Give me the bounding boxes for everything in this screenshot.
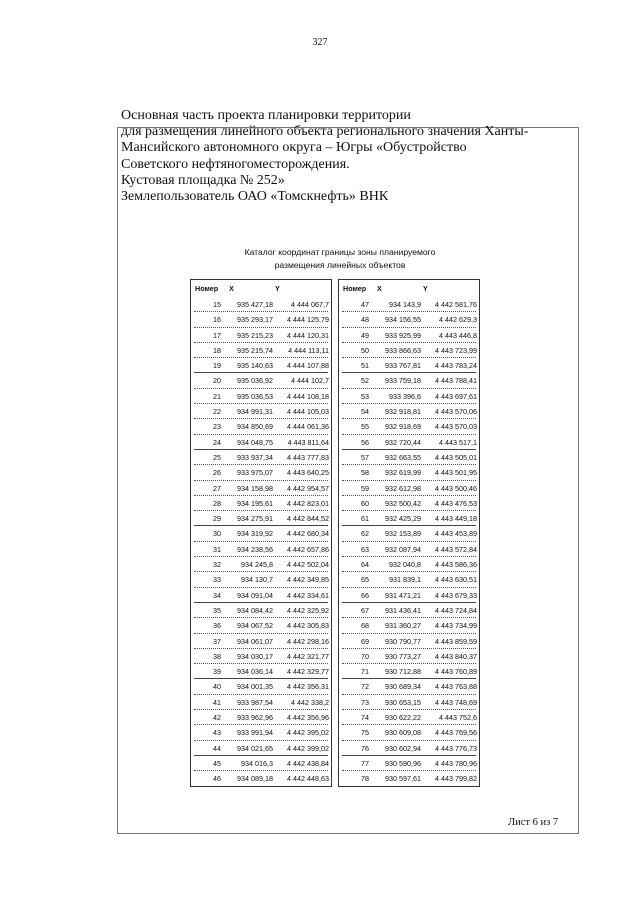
cell-y: 4 443 697,61 bbox=[435, 391, 477, 401]
cell-x: 930 622,22 bbox=[385, 713, 421, 723]
cell-x: 934 091,04 bbox=[237, 590, 273, 600]
cell-number: 49 bbox=[361, 330, 369, 340]
cell-number: 45 bbox=[213, 758, 221, 768]
column-header-x: X bbox=[377, 284, 382, 293]
cell-number: 47 bbox=[361, 300, 369, 309]
cell-x: 932 425,29 bbox=[385, 514, 421, 524]
column-header-number: Номер bbox=[195, 284, 219, 293]
cell-y: 4 444 113,11 bbox=[288, 345, 329, 355]
cell-number: 52 bbox=[361, 376, 369, 386]
cell-number: 41 bbox=[213, 697, 221, 707]
cell-number: 38 bbox=[213, 651, 221, 661]
cell-y: 4 443 679,33 bbox=[435, 590, 477, 600]
table-row bbox=[339, 634, 479, 649]
cell-number: 50 bbox=[361, 345, 369, 355]
cell-y: 4 443 788,41 bbox=[435, 376, 477, 386]
cell-y: 4 442 581,76 bbox=[435, 300, 477, 309]
cell-x: 932 500,42 bbox=[385, 498, 421, 508]
table-row bbox=[339, 481, 479, 496]
cell-number: 71 bbox=[361, 667, 369, 677]
cell-number: 34 bbox=[213, 590, 221, 600]
cell-y: 4 443 734,99 bbox=[435, 621, 477, 631]
cell-number: 46 bbox=[213, 774, 221, 784]
cell-number: 69 bbox=[361, 636, 369, 646]
table-row bbox=[339, 542, 479, 557]
table-row bbox=[339, 526, 479, 541]
table-body bbox=[191, 297, 331, 787]
cell-x: 932 918,69 bbox=[385, 422, 421, 432]
cell-y: 4 443 570,03 bbox=[435, 422, 477, 432]
cell-y: 4 442 657,86 bbox=[287, 544, 329, 554]
table-row bbox=[191, 649, 331, 664]
table-row bbox=[339, 419, 479, 434]
cell-number: 33 bbox=[213, 575, 221, 585]
cell-y: 4 443 586,36 bbox=[435, 560, 477, 570]
cell-x: 930 597,61 bbox=[385, 774, 421, 784]
cell-x: 930 790,77 bbox=[385, 636, 421, 646]
cell-y: 4 442 448,63 bbox=[287, 774, 329, 784]
cell-y: 4 443 776,73 bbox=[435, 743, 477, 753]
column-header-x: X bbox=[229, 284, 234, 293]
cell-y: 4 443 811,64 bbox=[287, 437, 329, 447]
table-row bbox=[339, 404, 479, 419]
table-body bbox=[339, 297, 479, 787]
table-row bbox=[191, 465, 331, 480]
cell-y: 4 444 120,31 bbox=[287, 330, 329, 340]
cell-x: 934 245,8 bbox=[241, 560, 273, 570]
table-row bbox=[191, 710, 331, 725]
cell-y: 4 443 500,46 bbox=[435, 483, 477, 493]
cell-number: 19 bbox=[213, 361, 221, 371]
cell-number: 75 bbox=[361, 728, 369, 738]
cell-number: 27 bbox=[213, 483, 221, 493]
cell-y: 4 443 859,59 bbox=[435, 636, 477, 646]
cell-x: 933 767,81 bbox=[385, 361, 421, 371]
cell-number: 31 bbox=[213, 544, 221, 554]
cell-y: 4 442 399,02 bbox=[287, 743, 329, 753]
table-row bbox=[191, 312, 331, 327]
column-header-number: Номер bbox=[343, 284, 367, 293]
cell-x: 935 140,63 bbox=[237, 361, 273, 371]
cell-number: 24 bbox=[213, 437, 221, 447]
cell-x: 934 067,52 bbox=[237, 621, 273, 631]
cell-number: 40 bbox=[213, 682, 221, 692]
document-header bbox=[121, 108, 551, 205]
cell-x: 934 089,18 bbox=[237, 774, 273, 784]
cell-y: 4 443 449,18 bbox=[435, 514, 477, 524]
cell-y: 4 443 780,96 bbox=[435, 758, 477, 768]
cell-y: 4 442 298,16 bbox=[287, 636, 329, 646]
cell-x: 935 427,18 bbox=[237, 300, 273, 309]
table-row bbox=[339, 297, 479, 312]
cell-number: 54 bbox=[361, 407, 369, 417]
cell-x: 933 991,94 bbox=[237, 728, 273, 738]
coordinates-table-right bbox=[338, 279, 480, 787]
cell-x: 934 238,56 bbox=[237, 544, 273, 554]
cell-x: 934 850,69 bbox=[237, 422, 273, 432]
frame-right-border bbox=[578, 127, 579, 834]
cell-x: 931 436,41 bbox=[385, 605, 421, 615]
cell-y: 4 443 570,06 bbox=[435, 407, 477, 417]
cell-x: 932 040,8 bbox=[389, 560, 421, 570]
cell-x: 933 975,07 bbox=[237, 468, 273, 478]
table-header bbox=[339, 280, 479, 296]
header-line: Землепользователь ОАО «Томскнефть» ВНК bbox=[121, 189, 389, 205]
cell-x: 934 061,07 bbox=[237, 636, 273, 646]
cell-y: 4 443 763,88 bbox=[435, 682, 477, 692]
cell-x: 934 991,31 bbox=[237, 407, 273, 417]
table-row bbox=[339, 618, 479, 633]
table-row bbox=[339, 771, 479, 786]
cell-number: 48 bbox=[361, 315, 369, 325]
cell-number: 36 bbox=[213, 621, 221, 631]
table-row bbox=[191, 526, 331, 541]
table-row bbox=[191, 695, 331, 710]
cell-number: 21 bbox=[213, 391, 221, 401]
cell-x: 932 720,44 bbox=[385, 437, 421, 447]
cell-number: 56 bbox=[361, 437, 369, 447]
table-row bbox=[339, 679, 479, 694]
cell-x: 933 866,63 bbox=[385, 345, 421, 355]
cell-number: 51 bbox=[361, 361, 369, 371]
cell-y: 4 443 572,84 bbox=[435, 544, 477, 554]
frame-left-border bbox=[117, 127, 118, 834]
cell-y: 4 444 067,7 bbox=[291, 300, 329, 309]
cell-y: 4 442 334,61 bbox=[287, 590, 329, 600]
table-row bbox=[339, 649, 479, 664]
cell-x: 934 156,55 bbox=[385, 315, 421, 325]
cell-number: 25 bbox=[213, 452, 221, 462]
cell-y: 4 443 505,01 bbox=[435, 452, 477, 462]
table-row bbox=[191, 511, 331, 526]
table-row bbox=[339, 465, 479, 480]
table-row bbox=[191, 450, 331, 465]
cell-y: 4 443 501,95 bbox=[435, 468, 477, 478]
frame-bottom-border bbox=[117, 833, 579, 834]
table-row bbox=[191, 419, 331, 434]
table-row bbox=[191, 297, 331, 312]
cell-x: 933 962,96 bbox=[237, 713, 273, 723]
table-row bbox=[339, 741, 479, 756]
table-row bbox=[191, 435, 331, 450]
table-row bbox=[339, 511, 479, 526]
cell-number: 61 bbox=[361, 514, 369, 524]
cell-number: 18 bbox=[213, 345, 221, 355]
cell-y: 4 442 844,52 bbox=[287, 514, 329, 524]
column-header-y: Y bbox=[275, 284, 280, 293]
table-row bbox=[191, 557, 331, 572]
cell-y: 4 442 395,02 bbox=[287, 728, 329, 738]
table-row bbox=[339, 450, 479, 465]
table-row bbox=[339, 588, 479, 603]
table-row bbox=[339, 664, 479, 679]
cell-number: 53 bbox=[361, 391, 369, 401]
cell-number: 20 bbox=[213, 376, 221, 386]
catalog-title bbox=[190, 246, 490, 272]
cell-number: 77 bbox=[361, 758, 369, 768]
cell-number: 58 bbox=[361, 468, 369, 478]
cell-x: 932 619,99 bbox=[385, 468, 421, 478]
cell-number: 43 bbox=[213, 728, 221, 738]
cell-y: 4 443 783,24 bbox=[435, 361, 477, 371]
cell-x: 934 021,65 bbox=[237, 743, 273, 753]
cell-y: 4 443 777,83 bbox=[287, 452, 329, 462]
table-row bbox=[191, 542, 331, 557]
cell-number: 37 bbox=[213, 636, 221, 646]
cell-number: 68 bbox=[361, 621, 369, 631]
cell-x: 934 001,35 bbox=[237, 682, 273, 692]
header-line: Кустовая площадка № 252» bbox=[121, 172, 285, 188]
cell-x: 930 590,96 bbox=[385, 758, 421, 768]
cell-number: 44 bbox=[213, 743, 221, 753]
table-row bbox=[339, 312, 479, 327]
cell-y: 4 444 108,18 bbox=[287, 391, 329, 401]
table-header bbox=[191, 280, 331, 296]
cell-y: 4 442 321,77 bbox=[287, 651, 329, 661]
column-header-y: Y bbox=[423, 284, 428, 293]
cell-x: 931 839,1 bbox=[389, 575, 421, 585]
cell-y: 4 443 453,89 bbox=[435, 529, 477, 539]
cell-y: 4 443 630,51 bbox=[435, 575, 477, 585]
cell-y: 4 443 446,8 bbox=[439, 330, 477, 340]
cell-y: 4 444 125,79 bbox=[287, 315, 329, 325]
cell-x: 934 319,92 bbox=[237, 529, 273, 539]
cell-number: 23 bbox=[213, 422, 221, 432]
table-row bbox=[191, 588, 331, 603]
cell-number: 65 bbox=[361, 575, 369, 585]
cell-x: 935 036,92 bbox=[237, 376, 273, 386]
cell-number: 17 bbox=[213, 330, 221, 340]
table-row bbox=[339, 373, 479, 388]
cell-number: 78 bbox=[361, 774, 369, 784]
catalog-title-line: Каталог координат границы зоны планируемого bbox=[244, 247, 436, 257]
cell-x: 932 087,94 bbox=[385, 544, 421, 554]
cell-x: 933 396,6 bbox=[389, 391, 421, 401]
header-line: Мансийского автономного округа – Югры «Обустройство bbox=[121, 140, 467, 156]
table-row bbox=[339, 328, 479, 343]
cell-y: 4 443 723,99 bbox=[435, 345, 477, 355]
cell-number: 76 bbox=[361, 743, 369, 753]
cell-y: 4 444 107,88 bbox=[287, 361, 329, 371]
table-row bbox=[339, 435, 479, 450]
cell-number: 26 bbox=[213, 468, 221, 478]
table-row bbox=[191, 618, 331, 633]
cell-x: 933 759,18 bbox=[385, 376, 421, 386]
cell-number: 15 bbox=[213, 300, 221, 309]
table-row bbox=[191, 603, 331, 618]
cell-x: 930 609,08 bbox=[385, 728, 421, 738]
cell-x: 930 602,94 bbox=[385, 743, 421, 753]
cell-number: 59 bbox=[361, 483, 369, 493]
cell-x: 935 215,74 bbox=[237, 345, 273, 355]
cell-y: 4 443 760,89 bbox=[435, 667, 477, 677]
cell-y: 4 442 305,83 bbox=[287, 621, 329, 631]
cell-y: 4 443 748,69 bbox=[435, 697, 477, 707]
table-row bbox=[191, 572, 331, 587]
cell-x: 931 471,21 bbox=[385, 590, 421, 600]
cell-y: 4 442 356,96 bbox=[287, 713, 329, 723]
cell-x: 934 158,98 bbox=[237, 483, 273, 493]
table-row bbox=[191, 756, 331, 771]
header-line: Советского нефтяногоместорождения. bbox=[121, 156, 350, 172]
table-row bbox=[191, 404, 331, 419]
table-row bbox=[191, 358, 331, 373]
cell-number: 28 bbox=[213, 498, 221, 508]
cell-number: 35 bbox=[213, 605, 221, 615]
cell-x: 935 293,17 bbox=[237, 315, 273, 325]
cell-x: 933 925,99 bbox=[385, 330, 421, 340]
cell-y: 4 443 476,53 bbox=[435, 498, 477, 508]
table-row bbox=[339, 496, 479, 511]
table-row bbox=[191, 343, 331, 358]
table-row bbox=[339, 358, 479, 373]
cell-number: 63 bbox=[361, 544, 369, 554]
cell-x: 934 084,42 bbox=[237, 605, 273, 615]
table-row bbox=[339, 710, 479, 725]
cell-x: 932 153,89 bbox=[385, 529, 421, 539]
table-row bbox=[191, 373, 331, 388]
table-row bbox=[191, 664, 331, 679]
cell-number: 32 bbox=[213, 560, 221, 570]
table-row bbox=[191, 634, 331, 649]
cell-number: 22 bbox=[213, 407, 221, 417]
header-line: Основная часть проекта планировки территории bbox=[121, 108, 411, 123]
table-row bbox=[191, 389, 331, 404]
cell-x: 934 195,61 bbox=[237, 498, 273, 508]
cell-y: 4 442 338,2 bbox=[291, 697, 329, 707]
cell-number: 60 bbox=[361, 498, 369, 508]
cell-y: 4 444 102,7 bbox=[291, 376, 329, 386]
cell-x: 934 130,7 bbox=[241, 575, 273, 585]
cell-y: 4 442 329,77 bbox=[287, 667, 329, 677]
cell-number: 57 bbox=[361, 452, 369, 462]
cell-number: 66 bbox=[361, 590, 369, 600]
page-number: 327 bbox=[312, 37, 328, 48]
cell-number: 62 bbox=[361, 529, 369, 539]
cell-number: 70 bbox=[361, 651, 369, 661]
cell-x: 930 712,88 bbox=[385, 667, 421, 677]
cell-x: 932 612,98 bbox=[385, 483, 421, 493]
table-row bbox=[339, 603, 479, 618]
cell-y: 4 443 799,82 bbox=[435, 774, 477, 784]
cell-y: 4 442 356,31 bbox=[287, 682, 329, 692]
table-row bbox=[339, 725, 479, 740]
cell-y: 4 442 325,92 bbox=[287, 605, 329, 615]
table-row bbox=[191, 725, 331, 740]
cell-number: 74 bbox=[361, 713, 369, 723]
table-row bbox=[339, 756, 479, 771]
cell-x: 934 016,3 bbox=[241, 758, 273, 768]
cell-number: 55 bbox=[361, 422, 369, 432]
cell-y: 4 442 680,34 bbox=[287, 529, 329, 539]
cell-x: 933 987,54 bbox=[237, 697, 273, 707]
cell-number: 72 bbox=[361, 682, 369, 692]
sheet-label: Лист 6 из 7 bbox=[508, 817, 559, 828]
cell-y: 4 443 752,6 bbox=[439, 713, 477, 723]
cell-y: 4 442 502,04 bbox=[287, 560, 329, 570]
table-row bbox=[191, 741, 331, 756]
cell-y: 4 444 105,03 bbox=[287, 407, 329, 417]
cell-x: 933 937,34 bbox=[237, 452, 273, 462]
cell-y: 4 443 640,25 bbox=[287, 468, 329, 478]
cell-x: 934 048,75 bbox=[237, 437, 273, 447]
cell-x: 934 030,17 bbox=[237, 651, 273, 661]
table-row bbox=[191, 328, 331, 343]
table-row bbox=[191, 481, 331, 496]
cell-y: 4 442 823,01 bbox=[287, 498, 329, 508]
table-row bbox=[339, 695, 479, 710]
cell-number: 29 bbox=[213, 514, 221, 524]
table-row bbox=[339, 572, 479, 587]
cell-x: 935 215,23 bbox=[237, 330, 273, 340]
cell-number: 42 bbox=[213, 713, 221, 723]
cell-x: 932 918,81 bbox=[385, 407, 421, 417]
cell-y: 4 443 517,1 bbox=[439, 437, 477, 447]
cell-x: 934 036,14 bbox=[237, 667, 273, 677]
cell-y: 4 442 629,3 bbox=[439, 315, 477, 325]
cell-x: 930 689,34 bbox=[385, 682, 421, 692]
cell-y: 4 443 769,56 bbox=[435, 728, 477, 738]
table-row bbox=[191, 496, 331, 511]
cell-y: 4 442 438,84 bbox=[287, 758, 329, 768]
coordinates-table-left bbox=[190, 279, 332, 787]
cell-y: 4 442 954,57 bbox=[287, 483, 329, 493]
cell-y: 4 443 840,37 bbox=[435, 651, 477, 661]
cell-x: 935 036,53 bbox=[237, 391, 273, 401]
table-row bbox=[191, 771, 331, 786]
catalog-title-line: размещения линейных объектов bbox=[274, 260, 406, 270]
cell-number: 16 bbox=[213, 315, 221, 325]
cell-number: 67 bbox=[361, 605, 369, 615]
cell-x: 934 143,9 bbox=[389, 300, 421, 309]
cell-x: 930 653,15 bbox=[385, 697, 421, 707]
cell-x: 934 275,91 bbox=[237, 514, 273, 524]
table-row bbox=[339, 557, 479, 572]
header-line: для размещения линейного объекта регионального значения Ханты- bbox=[121, 124, 529, 140]
table-row bbox=[339, 343, 479, 358]
cell-number: 73 bbox=[361, 697, 369, 707]
cell-number: 64 bbox=[361, 560, 369, 570]
cell-x: 932 663,55 bbox=[385, 452, 421, 462]
cell-y: 4 443 724,84 bbox=[435, 605, 477, 615]
cell-y: 4 444 061,36 bbox=[287, 422, 329, 432]
table-row bbox=[191, 679, 331, 694]
table-row bbox=[339, 389, 479, 404]
cell-x: 930 773,27 bbox=[385, 651, 421, 661]
cell-number: 39 bbox=[213, 667, 221, 677]
cell-y: 4 442 349,85 bbox=[287, 575, 329, 585]
cell-x: 931 360,27 bbox=[385, 621, 421, 631]
cell-number: 30 bbox=[213, 529, 221, 539]
